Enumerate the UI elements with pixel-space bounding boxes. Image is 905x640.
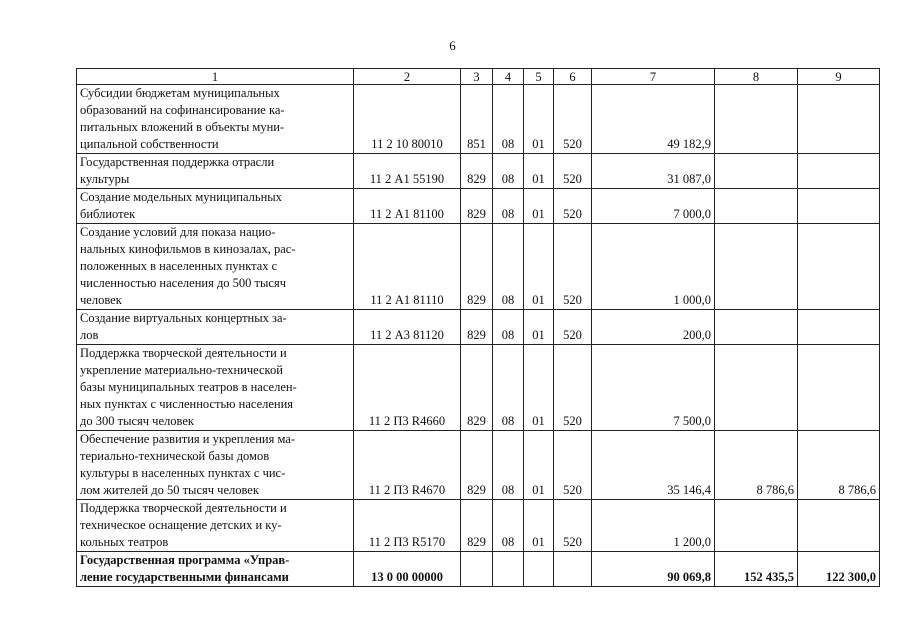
item-name-line: Создание модельных муниципальных: [80, 190, 282, 204]
item-name-line: культуры: [80, 172, 130, 186]
expense-type-cell: 520: [554, 500, 592, 552]
program-code-cell: 11 2 10 80010: [354, 85, 461, 154]
column-header: 3: [461, 69, 493, 85]
item-name-line: образований на софинансирование ка-: [80, 103, 285, 117]
section-cell: 08: [493, 345, 524, 431]
item-name-line: питальных вложений в объекты муни-: [80, 120, 285, 134]
amount-col9-cell: [798, 345, 880, 431]
section-cell: 08: [493, 85, 524, 154]
table-header-row: [77, 69, 880, 85]
item-name-line: человек: [80, 293, 122, 307]
program-code-cell: 11 2 П3 R5170: [354, 500, 461, 552]
program-code-cell: 11 2 П3 R4660: [354, 345, 461, 431]
ministry-code-cell: 851: [461, 85, 493, 154]
program-code-cell: 11 2 П3 R4670: [354, 431, 461, 500]
item-name-cell: [77, 224, 354, 310]
amount-col9-cell: [798, 189, 880, 224]
item-name-cell: [77, 154, 354, 189]
ministry-code-cell: 829: [461, 310, 493, 345]
item-name-line: Обеспечение развития и укрепления ма-: [80, 432, 295, 446]
subsection-cell: 01: [524, 85, 554, 154]
item-name-line: териально-технической базы домов: [80, 449, 270, 463]
item-name-line: ципальной собственности: [80, 137, 219, 151]
section-cell: 08: [493, 154, 524, 189]
subsection-cell: 01: [524, 500, 554, 552]
section-cell: 08: [493, 500, 524, 552]
table-row: [77, 224, 880, 310]
item-name-cell: [77, 189, 354, 224]
amount-col7-cell: 35 146,4: [592, 431, 715, 500]
item-name-cell: [77, 552, 354, 587]
subsection-cell: 01: [524, 189, 554, 224]
table-row: [77, 310, 880, 345]
item-name-line: Государственная программа «Управ-: [80, 553, 290, 567]
program-code-cell: 13 0 00 00000: [354, 552, 461, 587]
item-name-line: кольных театров: [80, 535, 169, 549]
expense-type-cell: 520: [554, 310, 592, 345]
ministry-code-cell: 829: [461, 345, 493, 431]
section-cell: [493, 552, 524, 587]
budget-table: [76, 68, 880, 587]
amount-col7-cell: 7 500,0: [592, 345, 715, 431]
item-name-line: до 300 тысяч человек: [80, 414, 194, 428]
item-name-line: нальных кинофильмов в кинозалах, рас-: [80, 242, 296, 256]
table-body: [77, 85, 880, 587]
amount-col8-cell: [715, 85, 798, 154]
amount-col9-cell: [798, 500, 880, 552]
expense-type-cell: 520: [554, 345, 592, 431]
item-name-line: численностью населения до 500 тысяч: [80, 276, 287, 290]
table-row: [77, 154, 880, 189]
ministry-code-cell: 829: [461, 189, 493, 224]
amount-col9-cell: [798, 310, 880, 345]
column-header: 7: [592, 69, 715, 85]
subsection-cell: 01: [524, 224, 554, 310]
subsection-cell: [524, 552, 554, 587]
column-header: 9: [798, 69, 880, 85]
amount-col8-cell: [715, 189, 798, 224]
amount-col9-cell: [798, 224, 880, 310]
section-cell: 08: [493, 189, 524, 224]
section-cell: 08: [493, 310, 524, 345]
amount-col7-cell: 7 000,0: [592, 189, 715, 224]
item-name-line: положенных в населенных пунктах с: [80, 259, 278, 273]
amount-col9-cell: [798, 154, 880, 189]
amount-col7-cell: 1 000,0: [592, 224, 715, 310]
item-name-line: Поддержка творческой деятельности и: [80, 501, 287, 515]
ministry-code-cell: 829: [461, 431, 493, 500]
table-row: [77, 552, 880, 587]
amount-col8-cell: 8 786,6: [715, 431, 798, 500]
amount-col7-cell: 90 069,8: [592, 552, 715, 587]
item-name-line: Государственная поддержка отрасли: [80, 155, 275, 169]
amount-col8-cell: 152 435,5: [715, 552, 798, 587]
expense-type-cell: 520: [554, 189, 592, 224]
amount-col7-cell: 31 087,0: [592, 154, 715, 189]
section-cell: 08: [493, 431, 524, 500]
subsection-cell: 01: [524, 154, 554, 189]
expense-type-cell: [554, 552, 592, 587]
program-code-cell: 11 2 А1 81100: [354, 189, 461, 224]
table-row: [77, 189, 880, 224]
ministry-code-cell: [461, 552, 493, 587]
subsection-cell: 01: [524, 345, 554, 431]
program-code-cell: 11 2 А3 81120: [354, 310, 461, 345]
amount-col8-cell: [715, 224, 798, 310]
subsection-cell: 01: [524, 431, 554, 500]
item-name-line: ных пунктах с численностью населения: [80, 397, 294, 411]
item-name-line: культуры в населенных пунктах с чис-: [80, 466, 286, 480]
amount-col8-cell: [715, 500, 798, 552]
amount-col9-cell: 122 300,0: [798, 552, 880, 587]
table-row: [77, 345, 880, 431]
item-name-line: Субсидии бюджетам муниципальных: [80, 86, 280, 100]
column-header: 2: [354, 69, 461, 85]
section-cell: 08: [493, 224, 524, 310]
column-header: 6: [554, 69, 592, 85]
item-name-line: техническое оснащение детских и ку-: [80, 518, 282, 532]
ministry-code-cell: 829: [461, 224, 493, 310]
amount-col7-cell: 200,0: [592, 310, 715, 345]
item-name-cell: [77, 85, 354, 154]
table-row: [77, 431, 880, 500]
amount-col9-cell: [798, 85, 880, 154]
amount-col8-cell: [715, 154, 798, 189]
column-header: 4: [493, 69, 524, 85]
amount-col8-cell: [715, 310, 798, 345]
item-name-line: Создание виртуальных концертных за-: [80, 311, 287, 325]
item-name-line: базы муниципальных театров в населен-: [80, 380, 297, 394]
item-name-line: ление государственными финансами: [80, 570, 289, 584]
table-row: [77, 85, 880, 154]
amount-col7-cell: 49 182,9: [592, 85, 715, 154]
item-name-cell: [77, 431, 354, 500]
amount-col7-cell: 1 200,0: [592, 500, 715, 552]
expense-type-cell: 520: [554, 85, 592, 154]
item-name-cell: [77, 345, 354, 431]
program-code-cell: 11 2 А1 55190: [354, 154, 461, 189]
expense-type-cell: 520: [554, 431, 592, 500]
item-name-line: библиотек: [80, 207, 136, 221]
amount-col8-cell: [715, 345, 798, 431]
item-name-line: Создание условий для показа нацио-: [80, 225, 276, 239]
item-name-cell: [77, 310, 354, 345]
page-number: 6: [449, 38, 456, 53]
ministry-code-cell: 829: [461, 154, 493, 189]
subsection-cell: 01: [524, 310, 554, 345]
table-row: [77, 500, 880, 552]
item-name-line: укрепление материально-технической: [80, 363, 283, 377]
column-header: 5: [524, 69, 554, 85]
item-name-cell: [77, 500, 354, 552]
expense-type-cell: 520: [554, 224, 592, 310]
expense-type-cell: 520: [554, 154, 592, 189]
program-code-cell: 11 2 А1 81110: [354, 224, 461, 310]
item-name-line: Поддержка творческой деятельности и: [80, 346, 287, 360]
ministry-code-cell: 829: [461, 500, 493, 552]
amount-col9-cell: 8 786,6: [798, 431, 880, 500]
column-header: 1: [77, 69, 354, 85]
column-header: 8: [715, 69, 798, 85]
item-name-line: лов: [80, 328, 99, 342]
item-name-line: лом жителей до 50 тысяч человек: [80, 483, 259, 497]
